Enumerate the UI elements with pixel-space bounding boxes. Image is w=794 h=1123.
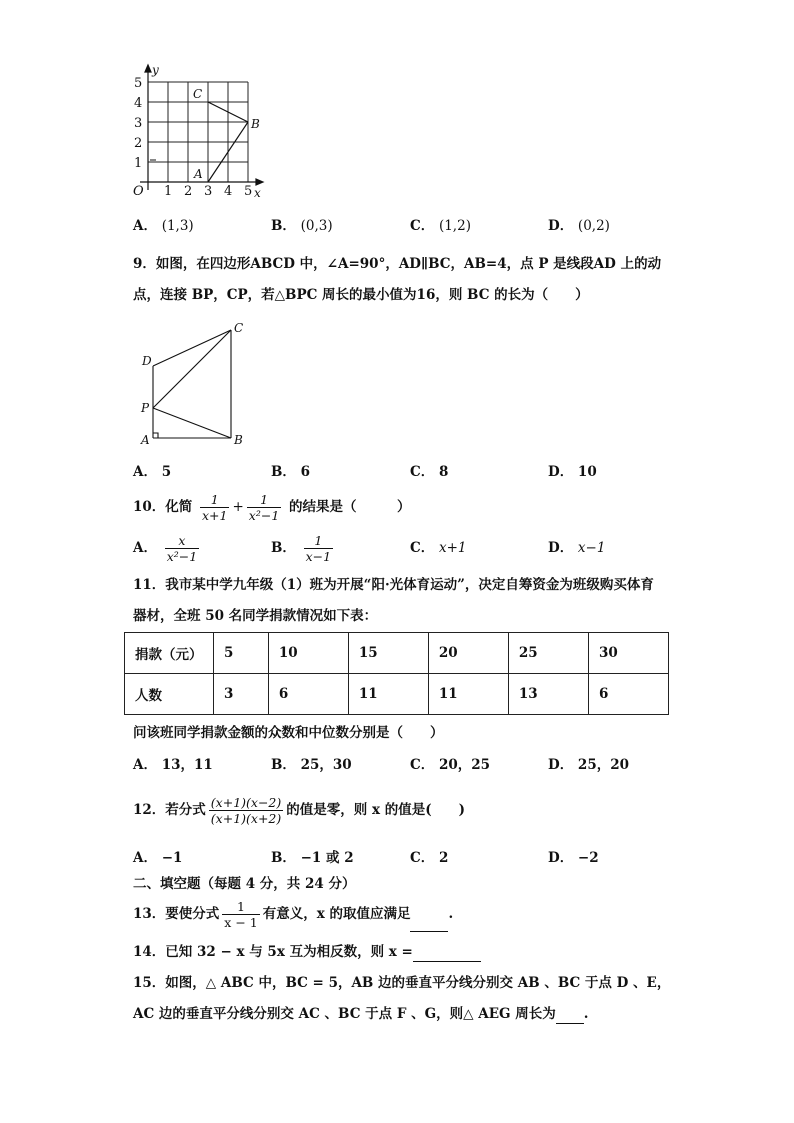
- table-cell: 6: [588, 674, 668, 715]
- q11-option-b[interactable]: B． 25，30: [271, 757, 352, 773]
- y-tick-3: 3: [134, 116, 143, 131]
- table-cell: 15: [348, 633, 428, 674]
- y-tick-4: 4: [134, 96, 143, 111]
- q9-text-line2: 点，连接 BP，CP，若△BPC 周长的最小值为16，则 BC 的长为（ ）: [133, 287, 589, 303]
- x-tick-5: 5: [244, 184, 253, 199]
- q10-fraction-1: $\frac{1}{x+1}$: [202, 492, 228, 523]
- q12-option-a[interactable]: A． −1: [133, 850, 183, 866]
- label-p: P: [141, 401, 150, 415]
- q12-option-d[interactable]: D． −2: [548, 850, 599, 866]
- q8-option-c[interactable]: C． (1,2): [410, 218, 471, 234]
- table-cell: 20: [428, 633, 508, 674]
- label-d: D: [142, 354, 152, 368]
- q14-text: 14．已知 32 − x 与 5x 互为相反数，则 x =: [133, 942, 481, 962]
- q13-text: 13．要使分式 $\frac{1}{x - 1}$ 有意义，x 的取值应满足 .: [133, 899, 454, 930]
- donation-table: [124, 632, 669, 715]
- table-row: [125, 633, 669, 674]
- y-tick-2: 2: [134, 136, 143, 151]
- point-a-label: A: [194, 167, 203, 181]
- q8-option-d[interactable]: D． (0,2): [548, 218, 610, 234]
- origin-label: O: [133, 184, 144, 199]
- q9-option-d[interactable]: D． 10: [548, 464, 597, 480]
- label-b: B: [234, 433, 243, 447]
- y-tick-1: 1: [134, 156, 143, 171]
- table-cell: 3: [214, 674, 269, 715]
- x-tick-4: 4: [224, 184, 233, 199]
- q10-fraction-2: $\frac{1}{\text{x²−1}}$: [248, 492, 280, 523]
- y-tick-5: 5: [134, 76, 143, 91]
- q9-text-line1: 9．如图，在四边形ABCD 中，∠A=90°，AD∥BC，AB=4，点 P 是线段AD 上的动: [133, 256, 662, 272]
- answer-blank[interactable]: [556, 1009, 584, 1024]
- q11-text-line2: 器材，全班 50 名同学捐款情况如下表：: [133, 608, 378, 624]
- q10-text: 10．化简 $\frac{1}{x+1}$ + $\frac{1}{\text{x²−1}}$ 的结果是（ ）: [133, 492, 411, 523]
- x-axis-label: x: [254, 186, 261, 200]
- q10-option-b[interactable]: B． $\frac{1}{x-1}$: [271, 533, 332, 564]
- q9-option-b[interactable]: B． 6: [271, 464, 311, 480]
- x-tick-2: 2: [184, 184, 193, 199]
- table-cell: 11: [348, 674, 428, 715]
- q12-option-c[interactable]: C． 2: [410, 850, 449, 866]
- q15-text-line2: AC 边的垂直平分线分别交 AC 、BC 于点 F 、G，则△ AEG 周长为 .: [133, 1006, 589, 1022]
- table-cell: 13: [508, 674, 588, 715]
- table-cell: 25: [508, 633, 588, 674]
- q10-option-c[interactable]: C． x+1: [410, 540, 467, 556]
- point-c-label: C: [193, 87, 203, 101]
- table-cell: 11: [428, 674, 508, 715]
- q11-option-c[interactable]: C． 20，25: [410, 757, 491, 773]
- q13-fraction: $\frac{1}{x - 1}$: [224, 899, 258, 930]
- table-cell: 捐款（元）: [125, 633, 214, 674]
- q11-text-line1: 11．我市某中学九年级（1）班为开展“阳·光体育运动”，决定自筹资金为班级购买体育: [133, 577, 654, 593]
- table-cell: 人数: [125, 674, 214, 715]
- q10-option-d[interactable]: D． x−1: [548, 540, 606, 556]
- label-a: A: [141, 433, 150, 447]
- q9-option-c[interactable]: C． 8: [410, 464, 449, 480]
- table-cell: 30: [588, 633, 668, 674]
- answer-blank[interactable]: [410, 917, 448, 932]
- table-row: [125, 674, 669, 715]
- q15-text-line1: 15．如图，△ ABC 中，BC = 5，AB 边的垂直平分线分别交 AB 、BC 于点 D 、E，: [133, 975, 671, 991]
- table-cell: 5: [214, 633, 269, 674]
- q10-option-a[interactable]: A． $\frac{x}{\text{x²−1}}$: [133, 533, 198, 564]
- y-axis-label: y: [152, 63, 159, 77]
- section-heading: 二、填空题（每题 4 分，共 24 分）: [133, 876, 356, 892]
- q8-coordinate-graph: [130, 62, 270, 202]
- table-cell: 6: [268, 674, 348, 715]
- table-cell: 10: [268, 633, 348, 674]
- x-tick-3: 3: [204, 184, 213, 199]
- q12-fraction: $\frac{(x+1)(x-2)}{(x+1)(x+2)}$: [210, 795, 282, 826]
- q9-option-a[interactable]: A． 5: [133, 464, 172, 480]
- q11-option-d[interactable]: D． 25，20: [548, 757, 629, 773]
- x-tick-1: 1: [164, 184, 173, 199]
- q11-question: 问该班同学捐款金额的众数和中位数分别是（ ）: [133, 725, 444, 741]
- answer-blank[interactable]: [413, 947, 481, 962]
- q9-quadrilateral-figure: [135, 318, 255, 448]
- q8-option-a[interactable]: A． (1,3): [133, 218, 194, 234]
- q8-option-b[interactable]: B． (0,3): [271, 218, 333, 234]
- q11-option-a[interactable]: A． 13，11: [133, 757, 213, 773]
- point-b-label: B: [251, 117, 260, 131]
- label-c: C: [234, 321, 244, 335]
- q12-option-b[interactable]: B． −1 或 2: [271, 850, 354, 866]
- q12-text: 12．若分式 $\frac{(x+1)(x-2)}{(x+1)(x+2)}$ 的值是零，则 x 的值是( ): [133, 795, 465, 826]
